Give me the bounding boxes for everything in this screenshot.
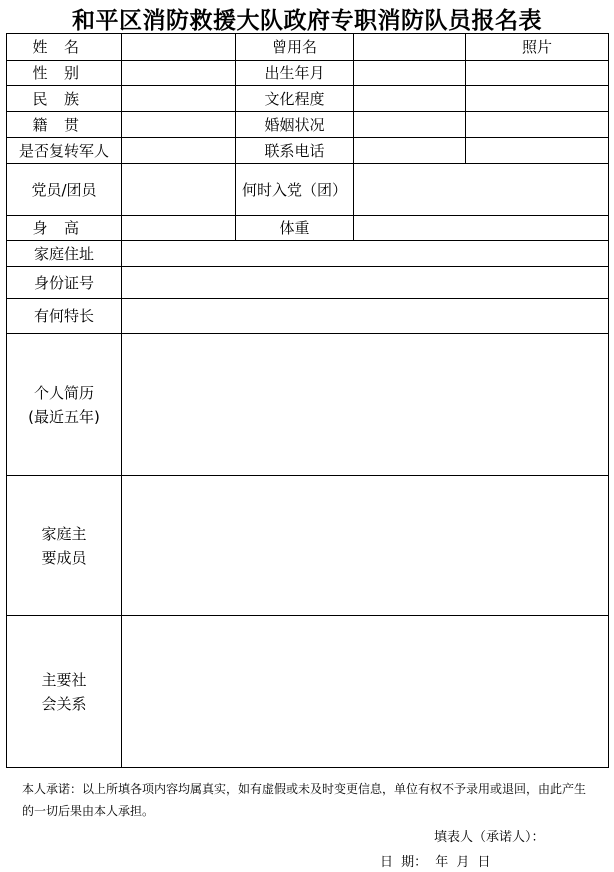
- label-name: 姓名: [7, 34, 122, 61]
- label-gender: 性别: [7, 61, 122, 86]
- field-name[interactable]: [122, 34, 236, 61]
- label-family-line1: 家庭主: [41, 524, 87, 543]
- promise-statement: 本人承诺：以上所填各项内容均属真实，如有虚假或未及时变更信息，单位有权不予录用或退回，由此产生的一切后果由本人承担。: [22, 782, 587, 818]
- label-family: [7, 476, 122, 616]
- label-address: 家庭住址: [7, 241, 122, 267]
- label-social: [7, 616, 122, 768]
- field-phone[interactable]: [354, 138, 466, 164]
- label-former-name: 曾用名: [236, 34, 354, 61]
- photo-cell-2[interactable]: [466, 61, 609, 86]
- label-resume-line2: (最近五年): [28, 407, 100, 426]
- signer-label: 填表人（承诺人）：: [434, 830, 545, 845]
- registration-form-table: [6, 33, 609, 768]
- date-label: 日 期： 年 月 日: [380, 855, 491, 870]
- label-resume-line1: 个人简历: [33, 383, 94, 402]
- label-veteran: 是否复转军人: [7, 138, 122, 164]
- field-marital[interactable]: [354, 112, 466, 138]
- field-address[interactable]: [122, 241, 609, 267]
- field-family[interactable]: [122, 476, 609, 616]
- field-party-date[interactable]: [354, 164, 609, 216]
- field-veteran[interactable]: [122, 138, 236, 164]
- label-marital: 婚姻状况: [236, 112, 354, 138]
- photo-cell-3[interactable]: [466, 86, 609, 112]
- label-specialty: 有何特长: [7, 299, 122, 334]
- label-native-place: 籍贯: [7, 112, 122, 138]
- label-id-number: 身份证号: [7, 267, 122, 299]
- label-family-line2: 要成员: [41, 548, 87, 567]
- field-gender[interactable]: [122, 61, 236, 86]
- form-title: 和平区消防救援大队政府专职消防队员报名表: [72, 8, 542, 34]
- label-weight: 体重: [236, 216, 354, 241]
- field-weight[interactable]: [354, 216, 609, 241]
- photo-cell-4[interactable]: [466, 112, 609, 138]
- label-education: 文化程度: [236, 86, 354, 112]
- label-photo: 照片: [466, 34, 609, 61]
- field-ethnicity[interactable]: [122, 86, 236, 112]
- field-birth[interactable]: [354, 61, 466, 86]
- field-resume[interactable]: [122, 334, 609, 476]
- label-height: 身高: [7, 216, 122, 241]
- label-resume: [7, 334, 122, 476]
- label-party-date: 何时入党（团）: [236, 164, 354, 216]
- label-party: 党员/团员: [7, 164, 122, 216]
- field-height[interactable]: [122, 216, 236, 241]
- photo-cell-5[interactable]: [466, 138, 609, 164]
- label-phone: 联系电话: [236, 138, 354, 164]
- field-native-place[interactable]: [122, 112, 236, 138]
- field-social[interactable]: [122, 616, 609, 768]
- field-former-name[interactable]: [354, 34, 466, 61]
- field-party[interactable]: [122, 164, 236, 216]
- label-ethnicity: 民族: [7, 86, 122, 112]
- field-id-number[interactable]: [122, 267, 609, 299]
- label-birth: 出生年月: [236, 61, 354, 86]
- label-social-line1: 主要社: [41, 670, 87, 689]
- field-specialty[interactable]: [122, 299, 609, 334]
- field-education[interactable]: [354, 86, 466, 112]
- label-social-line2: 会关系: [41, 694, 87, 713]
